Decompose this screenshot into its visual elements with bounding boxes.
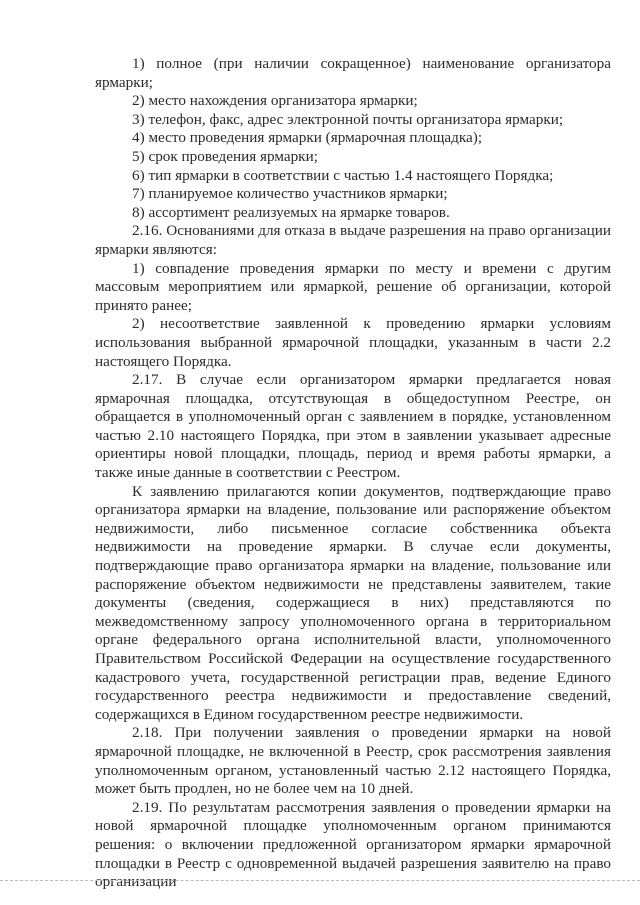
paragraph-2-16-item-2: 2) несоответствие заявленной к проведению ярмарки условиям использования выбранной ярмарочной площадки, указанным в части 2.2 настоящего Порядка.: [95, 315, 611, 370]
paragraph-item-5: 5) срок проведения ярмарки;: [132, 147, 318, 165]
paragraph-attachments: К заявлению прилагаются копии документов, подтверждающие право организатора ярмарки на владение, пользование или распоряжение объектом недвижимости, либо письменное согласие собственника объекта недвижимости на проведение ярмарки. В случае если документы, подтверждающие право организатора ярмарки на владение, пользование или распоряжение объектом недвижимости не представлены заявителем, такие документы (сведения, содержащиеся в них) представляются по межведомственному запросу уполномоченного органа в территориальном органе федерального органа исполнительной власти, уполномоченного Правительством Российской Федерации на осуществление государственного кадастрового учета, государственной регистрации прав, ведение Единого государственного реестра недвижимости и предоставление сведений, содержащихся в Едином государственном реестре недвижимости.: [95, 482, 611, 723]
paragraph-item-6: 6) тип ярмарки в соответствии с частью 1.4 настоящего Порядка;: [132, 166, 554, 184]
paragraph-2-18: 2.18. При получении заявления о проведении ярмарки на новой ярмарочной площадке, не включенной в Реестр, срок рассмотрения заявления уполномоченным органом, установленный частью 2.12 настоящего Порядка, может быть продлен, но не более чем на 10 дней.: [95, 724, 611, 798]
paragraph-2-16-item-1: 1) совпадение проведения ярмарки по месту и времени с другим массовым мероприятием или ярмаркой, решение об организации, которой принято ранее;: [95, 259, 611, 314]
paragraph-2-17: 2.17. В случае если организатором ярмарки предлагается новая ярмарочная площадка, отсутствующая в общедоступном Реестре, он обращается в уполномоченный орган с заявлением в порядке, установленном частью 2.10 настоящего Порядка, при этом в заявлении указывает адресные ориентиры новой площадки, площадь, период и время работы ярмарки, а также иные данные в соответствии с Реестром.: [95, 371, 611, 482]
paragraph-2-19: 2.19. По результатам рассмотрения заявления о проведении ярмарки на новой ярмарочной площадке уполномоченным органом принимаются решения: о включении предложенной организатором ярмарки ярмарочной площадки в Реестр с одновременной выдачей разрешения заявителю на право организации: [95, 798, 611, 891]
paragraph-item-7: 7) планируемое количество участников ярмарки;: [132, 185, 448, 203]
document-body: [95, 55, 611, 892]
paragraph-item-8: 8) ассортимент реализуемых на ярмарке товаров.: [132, 203, 450, 221]
footer-divider: [0, 880, 640, 881]
paragraph-item-1: 1) полное (при наличии сокращенное) наименование организатора ярмарки;: [95, 55, 611, 91]
paragraph-item-4: 4) место проведения ярмарки (ярмарочная площадка);: [132, 129, 483, 147]
paragraph-item-3: 3) телефон, факс, адрес электронной почты организатора ярмарки;: [132, 110, 564, 128]
paragraph-2-16: 2.16. Основаниями для отказа в выдаче разрешения на право организации ярмарки являются:: [95, 222, 611, 258]
paragraph-item-2: 2) место нахождения организатора ярмарки;: [132, 92, 418, 110]
